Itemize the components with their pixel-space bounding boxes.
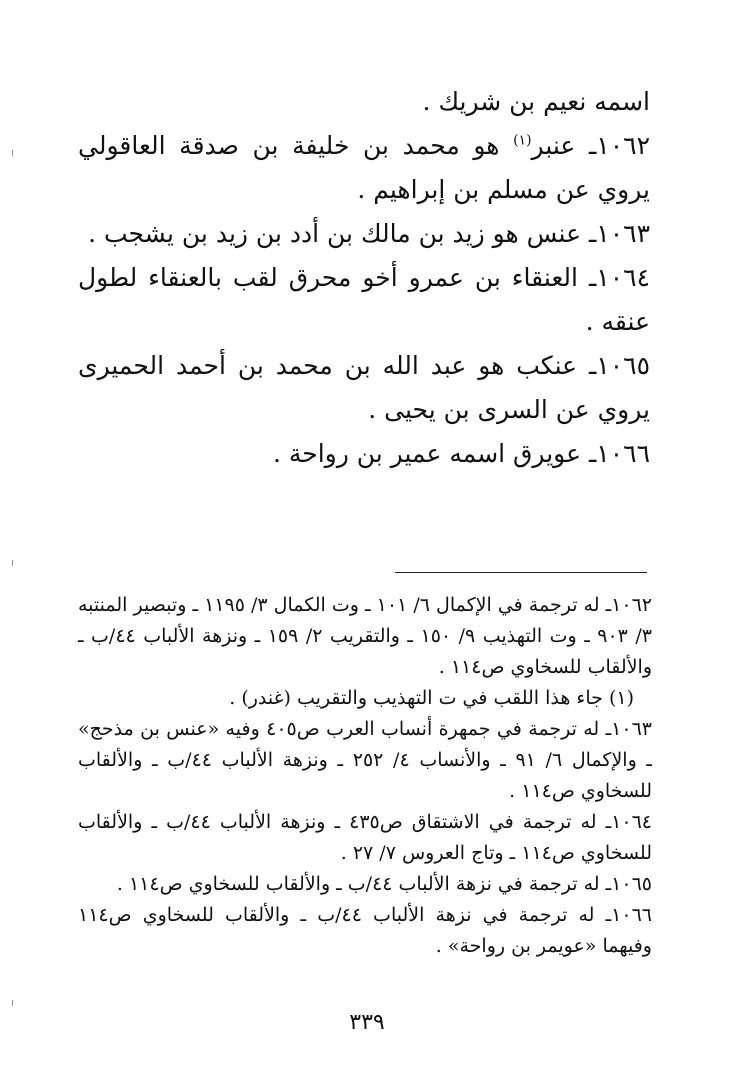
scan-mark bbox=[12, 150, 13, 156]
entry-1064: ۱۰٦٤ـ العنقاء بن عمرو أخو محرق لقب بالعنقاء لطول عنقه . bbox=[78, 263, 650, 336]
note-1062: ۱۰٦۲ـ له ترجمة في الإكمال ٦/ ١٠١ ـ وت الكمال ٣/ ١١٩٥ ـ وتبصير المنتبه ٣/ ٩٠٣ ـ وت التهذيب ٩/ ١٥٠ ـ والتقريب ٢/ ١٥٩ ـ ونزهة الألباب ٤٤/ب ـ والألقاب للسخاوي ص١١٤ . bbox=[78, 594, 652, 678]
note-1063: ۱۰٦۳ـ له ترجمة في جمهرة أنساب العرب ص٤٠٥ وفيه «عنس بن مذحج» ـ والإكمال ٦/ ٩١ ـ والأنساب ٤/ ٢٥٢ ـ ونزهة الألباب ٤٤/ب ـ والألقاب للسخاوي ص١١٤ . bbox=[78, 718, 652, 802]
scan-mark bbox=[12, 560, 13, 566]
main-text bbox=[78, 80, 650, 476]
note-1066: ۱۰٦٦ـ له ترجمة في نزهة الألباب ٤٤/ب ـ والألقاب للسخاوي ص١١٤ وفيهما «عويمر بن رواحة» . bbox=[78, 904, 652, 957]
entry-1066: ۱۰٦٦ـ عويرق اسمه عمير بن رواحة . bbox=[272, 439, 650, 468]
footnotes bbox=[78, 590, 652, 962]
scan-mark bbox=[12, 1000, 13, 1006]
paragraph-continuation: اسمه نعيم بن شريك . bbox=[422, 87, 650, 116]
page-number: ٣٣٩ bbox=[349, 1010, 385, 1035]
footnote-1: (١) جاء هذا اللقب في ت التهذيب والتقريب (غندر) . bbox=[229, 687, 634, 709]
entry-1062-body: هو محمد بن خليفة بن صدقة العاقولي يروي عن مسلم بن إبراهيم . bbox=[78, 131, 650, 204]
entry-1062 bbox=[78, 124, 650, 212]
entry-1065: ۱۰٦٥ـ عنكب هو عبد الله بن محمد بن أحمد الحميرى يروي عن السرى بن يحيى . bbox=[78, 351, 650, 424]
footnote-ref: (١) bbox=[513, 132, 532, 149]
entry-1063: ۱۰٦۳ـ عنس هو زيد بن مالك بن أدد بن زيد بن يشجب . bbox=[88, 219, 650, 248]
footnote-divider bbox=[395, 572, 647, 573]
note-1065: ۱۰٦٥ـ له ترجمة في نزهة الألباب ٤٤/ب ـ والألقاب للسخاوي ص١١٤ . bbox=[116, 873, 652, 895]
entry-1062-head: ۱۰٦۲ـ عنبر bbox=[531, 131, 650, 160]
note-1064: ۱۰٦٤ـ له ترجمة في الاشتقاق ص٤٣٥ ـ ونزهة الألباب ٤٤/ب ـ والألقاب للسخاوي ص١١٤ ـ وتاج العروس ٧/ ٢٧ . bbox=[78, 811, 652, 864]
